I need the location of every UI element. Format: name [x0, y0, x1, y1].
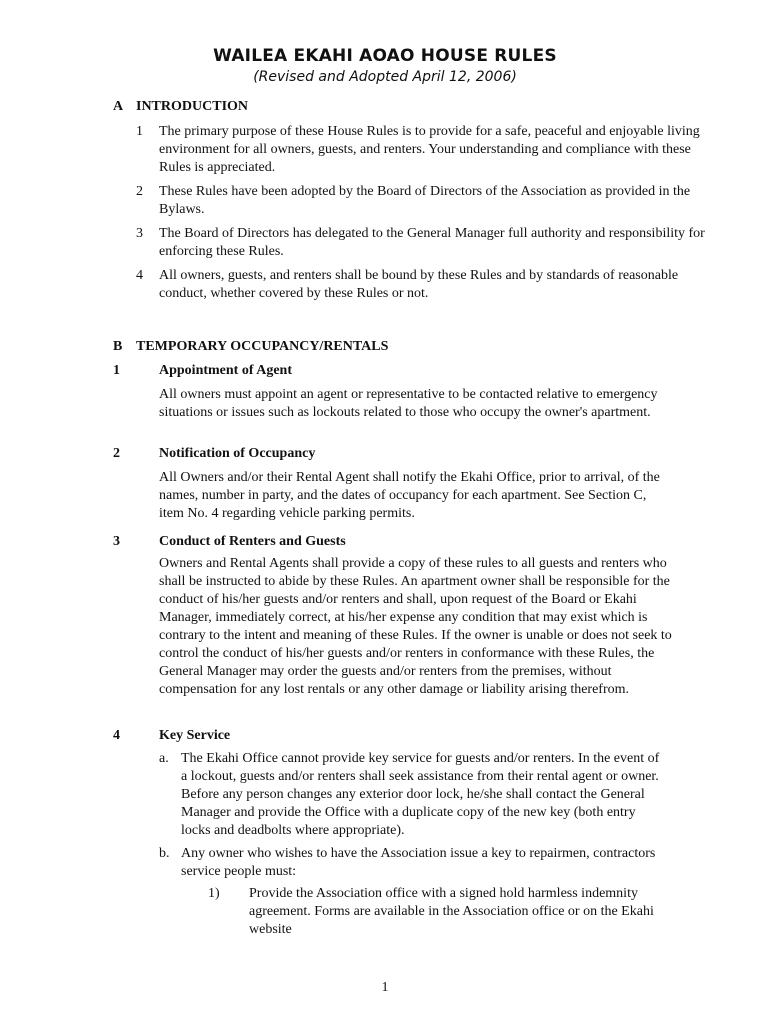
section-b-item-4-number: 4 — [113, 728, 120, 743]
section-b-item-2-text: All Owners and/or their Rental Agent shall notify the Ekahi Office, prior to arrival, of the names, number in party, and the dates of occupancy for each apartment. See Section C, item No. 4 regarding vehicle parking permits. — [159, 470, 660, 521]
section-a-item-2-text: These Rules have been adopted by the Board of Directors of the Association as provided in the Bylaws. — [159, 184, 691, 217]
section-a-item-4-text: All owners, guests, and renters shall be bound by these Rules and by standards of reasonable conduct, whether covered by these Rules or not. — [159, 268, 679, 301]
page-number: 1 — [381, 980, 389, 995]
section-b-title: TEMPORARY OCCUPANCY/RENTALS — [136, 339, 389, 354]
document-subtitle: (Revised and Adopted April 12, 2006) — [253, 69, 517, 85]
section-b-item-1-number: 1 — [113, 363, 120, 378]
section-b-item-3-text: Owners and Rental Agents shall provide a copy of these rules to all guests and renters who shall be instructed to abide by these Rules. An apartment owner shall be responsible for the conduct of his/her guests and/or renters and shall, upon request of the Board or Ekahi Manager, immediately correct, at his/her expense any condition that may exist which is contrary to the intent and meaning of these Rules. If the owner is unable or does not seek to control the conduct of his/her guests and/or renters in conformance with these Rules, the General Manager may order the guests and/or renters from the premises, without compensation for any lost rentals or any other damage or liability arising therefrom. — [159, 556, 672, 697]
key-service-b-letter: b. — [159, 846, 170, 861]
section-b-item-4-heading: Key Service — [159, 728, 231, 743]
section-b-item-2-heading: Notification of Occupancy — [159, 446, 316, 461]
key-service-a-letter: a. — [159, 751, 169, 766]
key-service-b-text: Any owner who wishes to have the Association issue a key to repairmen, contractors service people must: — [181, 846, 656, 879]
section-b-letter: B — [113, 339, 123, 354]
section-a-item-3-text: The Board of Directors has delegated to the General Manager full authority and responsibility for enforcing these Rules. — [159, 226, 705, 259]
section-b-item-1-heading: Appointment of Agent — [159, 363, 293, 378]
section-a-item-1-text: The primary purpose of these House Rules is to provide for a safe, peaceful and enjoyable living environment for all owners, guests, and renters. Your understanding and compliance with these Rules is appreciated. — [159, 124, 700, 175]
key-service-b-1-number: 1) — [208, 886, 220, 901]
section-b-item-1-text: All owners must appoint an agent or representative to be contacted relative to emergency situations or issues such as lockouts related to those who occupy the owner's apartment. — [159, 387, 658, 420]
section-a-item-2-number: 2 — [136, 184, 143, 199]
section-a-item-3-number: 3 — [136, 226, 143, 241]
section-a-item-4-number: 4 — [136, 268, 143, 283]
key-service-b-1-text: Provide the Association office with a signed hold harmless indemnity agreement. Forms are available in the Association office or on the Ekahi website — [249, 886, 654, 937]
section-b-item-3-number: 3 — [113, 534, 120, 549]
document-title: WAILEA EKAHI AOAO HOUSE RULES — [213, 46, 557, 66]
section-a-item-1-number: 1 — [136, 124, 143, 139]
section-a-title: INTRODUCTION — [136, 99, 249, 114]
key-service-a-text: The Ekahi Office cannot provide key service for guests and/or renters. In the event of a lockout, guests and/or renters shall seek assistance from their rental agent or owner. Before any person changes any exterior door lock, he/she shall contact the General Manager and provide the Office with a duplicate copy of the new key (both entry locks and deadbolts where appropriate). — [181, 751, 660, 838]
section-b-item-2-number: 2 — [113, 446, 120, 461]
section-b-item-3-heading: Conduct of Renters and Guests — [159, 534, 346, 549]
section-a-letter: A — [113, 99, 124, 114]
